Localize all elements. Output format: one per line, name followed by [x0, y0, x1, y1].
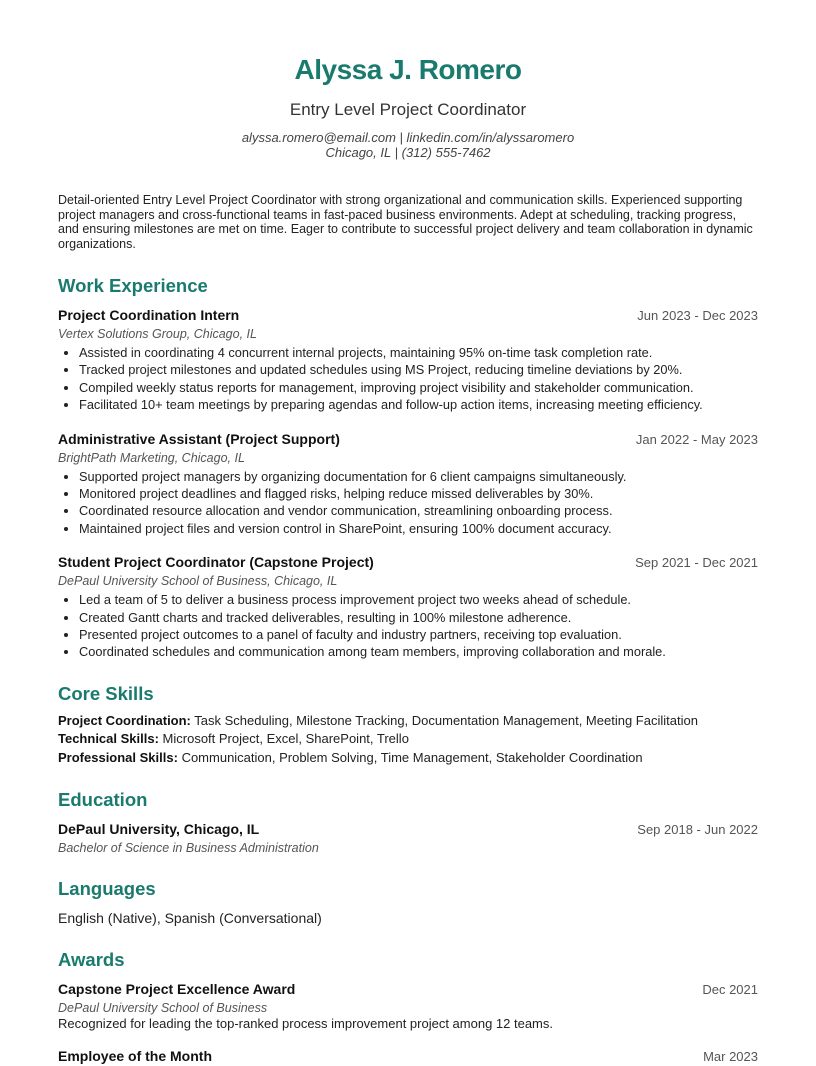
work-entry	[58, 306, 758, 414]
section-heading-skills: Core Skills	[58, 682, 154, 704]
job-bullets	[58, 344, 758, 414]
location-text: Chicago, IL	[325, 145, 391, 160]
award-title: Capstone Project Excellence Award	[58, 981, 296, 998]
resume-header	[58, 0, 758, 160]
contact-info	[58, 130, 758, 160]
bullet-item: • Created Gantt charts and tracked deliverables, resulting in 100% milestone adherence.	[79, 609, 758, 626]
award-entry-header	[58, 980, 758, 999]
job-dates: Jan 2022 - May 2023	[635, 431, 758, 447]
award-description: Recognized for leading the top-ranked process improvement project among 12 teams.	[58, 1016, 553, 1032]
skill-value: Task Scheduling, Milestone Tracking, Documentation Management, Meeting Facilitation	[194, 712, 698, 728]
email-link[interactable]: alyssa.romero@email.com	[241, 130, 396, 145]
bullet-item: • Coordinated schedules and communication among team members, improving collaboration and morale.	[79, 643, 758, 660]
skill-row	[58, 730, 758, 749]
job-bullets	[58, 591, 758, 661]
contact-line-2	[58, 145, 758, 160]
award-org: DePaul University School of Business	[58, 1001, 268, 1016]
bullet-item: • Tracked project milestones and updated schedules using MS Project, reducing timeline deviations by 20%.	[79, 361, 758, 378]
degree: Bachelor of Science in Business Administration	[58, 841, 319, 856]
job-title: Administrative Assistant (Project Support)	[58, 430, 340, 447]
professional-summary: Detail-oriented Entry Level Project Coordinator with strong organizational and communication skills. Experienced supporting project managers and cross-functional teams in fast-paced business environments. Adept at scheduling, tracking progress, and ensuring milestones are met on time. Eager to contribute to successful project delivery and team collaboration in dynamic organizations.	[58, 193, 753, 251]
phone-text: (312) 555-7462	[401, 145, 491, 160]
job-bullets	[58, 468, 758, 538]
skill-value: Communication, Problem Solving, Time Management, Stakeholder Coordination	[181, 749, 643, 765]
award-entry	[58, 1047, 758, 1066]
bullet-item: • Supported project managers by organizing documentation for 6 client campaigns simultaneously.	[79, 468, 758, 485]
bullet-item: • Monitored project deadlines and flagged risks, helping reduce missed deliverables by 30%.	[79, 485, 758, 502]
skill-row	[58, 749, 758, 768]
job-dates: Jun 2023 - Dec 2023	[637, 308, 758, 323]
section-heading-work: Work Experience	[58, 275, 208, 296]
employer: BrightPath Marketing, Chicago, IL	[58, 450, 245, 465]
skills-list	[58, 712, 758, 768]
education-dates: Sep 2018 - Jun 2022	[637, 822, 758, 838]
bullet-item: • Assisted in coordinating 4 concurrent internal projects, maintaining 95% on-time task completion rate.	[79, 344, 758, 361]
languages-text: English (Native), Spanish (Conversational)	[58, 910, 322, 927]
award-title: Employee of the Month	[58, 1048, 212, 1065]
contact-separator: |	[399, 130, 403, 145]
section-heading-languages: Languages	[58, 878, 156, 900]
work-entry-header	[58, 306, 758, 325]
section-heading-education: Education	[58, 789, 148, 811]
work-experience-section	[58, 274, 758, 661]
bullet-item: • Facilitated 10+ team meetings by preparing agendas and follow-up action items, increasing meeting efficiency.	[79, 396, 758, 413]
school-name: DePaul University, Chicago, IL	[58, 821, 260, 838]
languages-section	[58, 877, 758, 927]
job-title: Student Project Coordinator (Capstone Project)	[58, 554, 374, 571]
education-entry	[58, 820, 758, 856]
work-entry-header	[58, 553, 758, 572]
work-entry	[58, 430, 758, 538]
job-title: Project Coordination Intern	[58, 307, 240, 323]
skill-label: Technical Skills:	[58, 731, 159, 747]
candidate-name: Alyssa J. Romero	[294, 54, 522, 85]
award-date: Dec 2021	[702, 982, 758, 998]
linkedin-link[interactable]: linkedin.com/in/alyssaromero	[406, 130, 575, 145]
core-skills-section	[58, 682, 758, 768]
work-entry-header	[58, 430, 758, 449]
bullet-item: • Presented project outcomes to a panel of faculty and industry partners, receiving top evaluation.	[79, 626, 758, 643]
work-entry	[58, 553, 758, 661]
education-section	[58, 788, 758, 856]
awards-section	[58, 948, 758, 1066]
employer: Vertex Solutions Group, Chicago, IL	[58, 327, 257, 341]
award-date: Mar 2023	[703, 1049, 758, 1065]
bullet-item: • Led a team of 5 to deliver a business process improvement project two weeks ahead of schedule.	[79, 591, 758, 608]
skill-value: Microsoft Project, Excel, SharePoint, Trello	[162, 731, 409, 747]
bullet-item: • Maintained project files and version control in SharePoint, ensuring 100% document accuracy.	[79, 520, 758, 537]
contact-separator: |	[394, 145, 398, 160]
job-dates: Sep 2021 - Dec 2021	[635, 555, 758, 571]
section-heading-awards: Awards	[58, 949, 125, 971]
skill-row	[58, 712, 758, 731]
award-entry	[58, 980, 758, 1031]
bullet-item: • Compiled weekly status reports for management, improving project visibility and stakeholder communication.	[79, 379, 758, 396]
candidate-title: Entry Level Project Coordinator	[289, 100, 527, 119]
bullet-item: • Coordinated resource allocation and vendor communication, streamlining onboarding process.	[79, 502, 758, 519]
skill-label: Project Coordination:	[58, 712, 191, 728]
education-entry-header	[58, 820, 758, 839]
skill-label: Professional Skills:	[58, 749, 178, 765]
contact-line-1	[58, 130, 758, 145]
employer: DePaul University School of Business, Chicago, IL	[58, 574, 338, 589]
award-entry-header	[58, 1047, 758, 1066]
